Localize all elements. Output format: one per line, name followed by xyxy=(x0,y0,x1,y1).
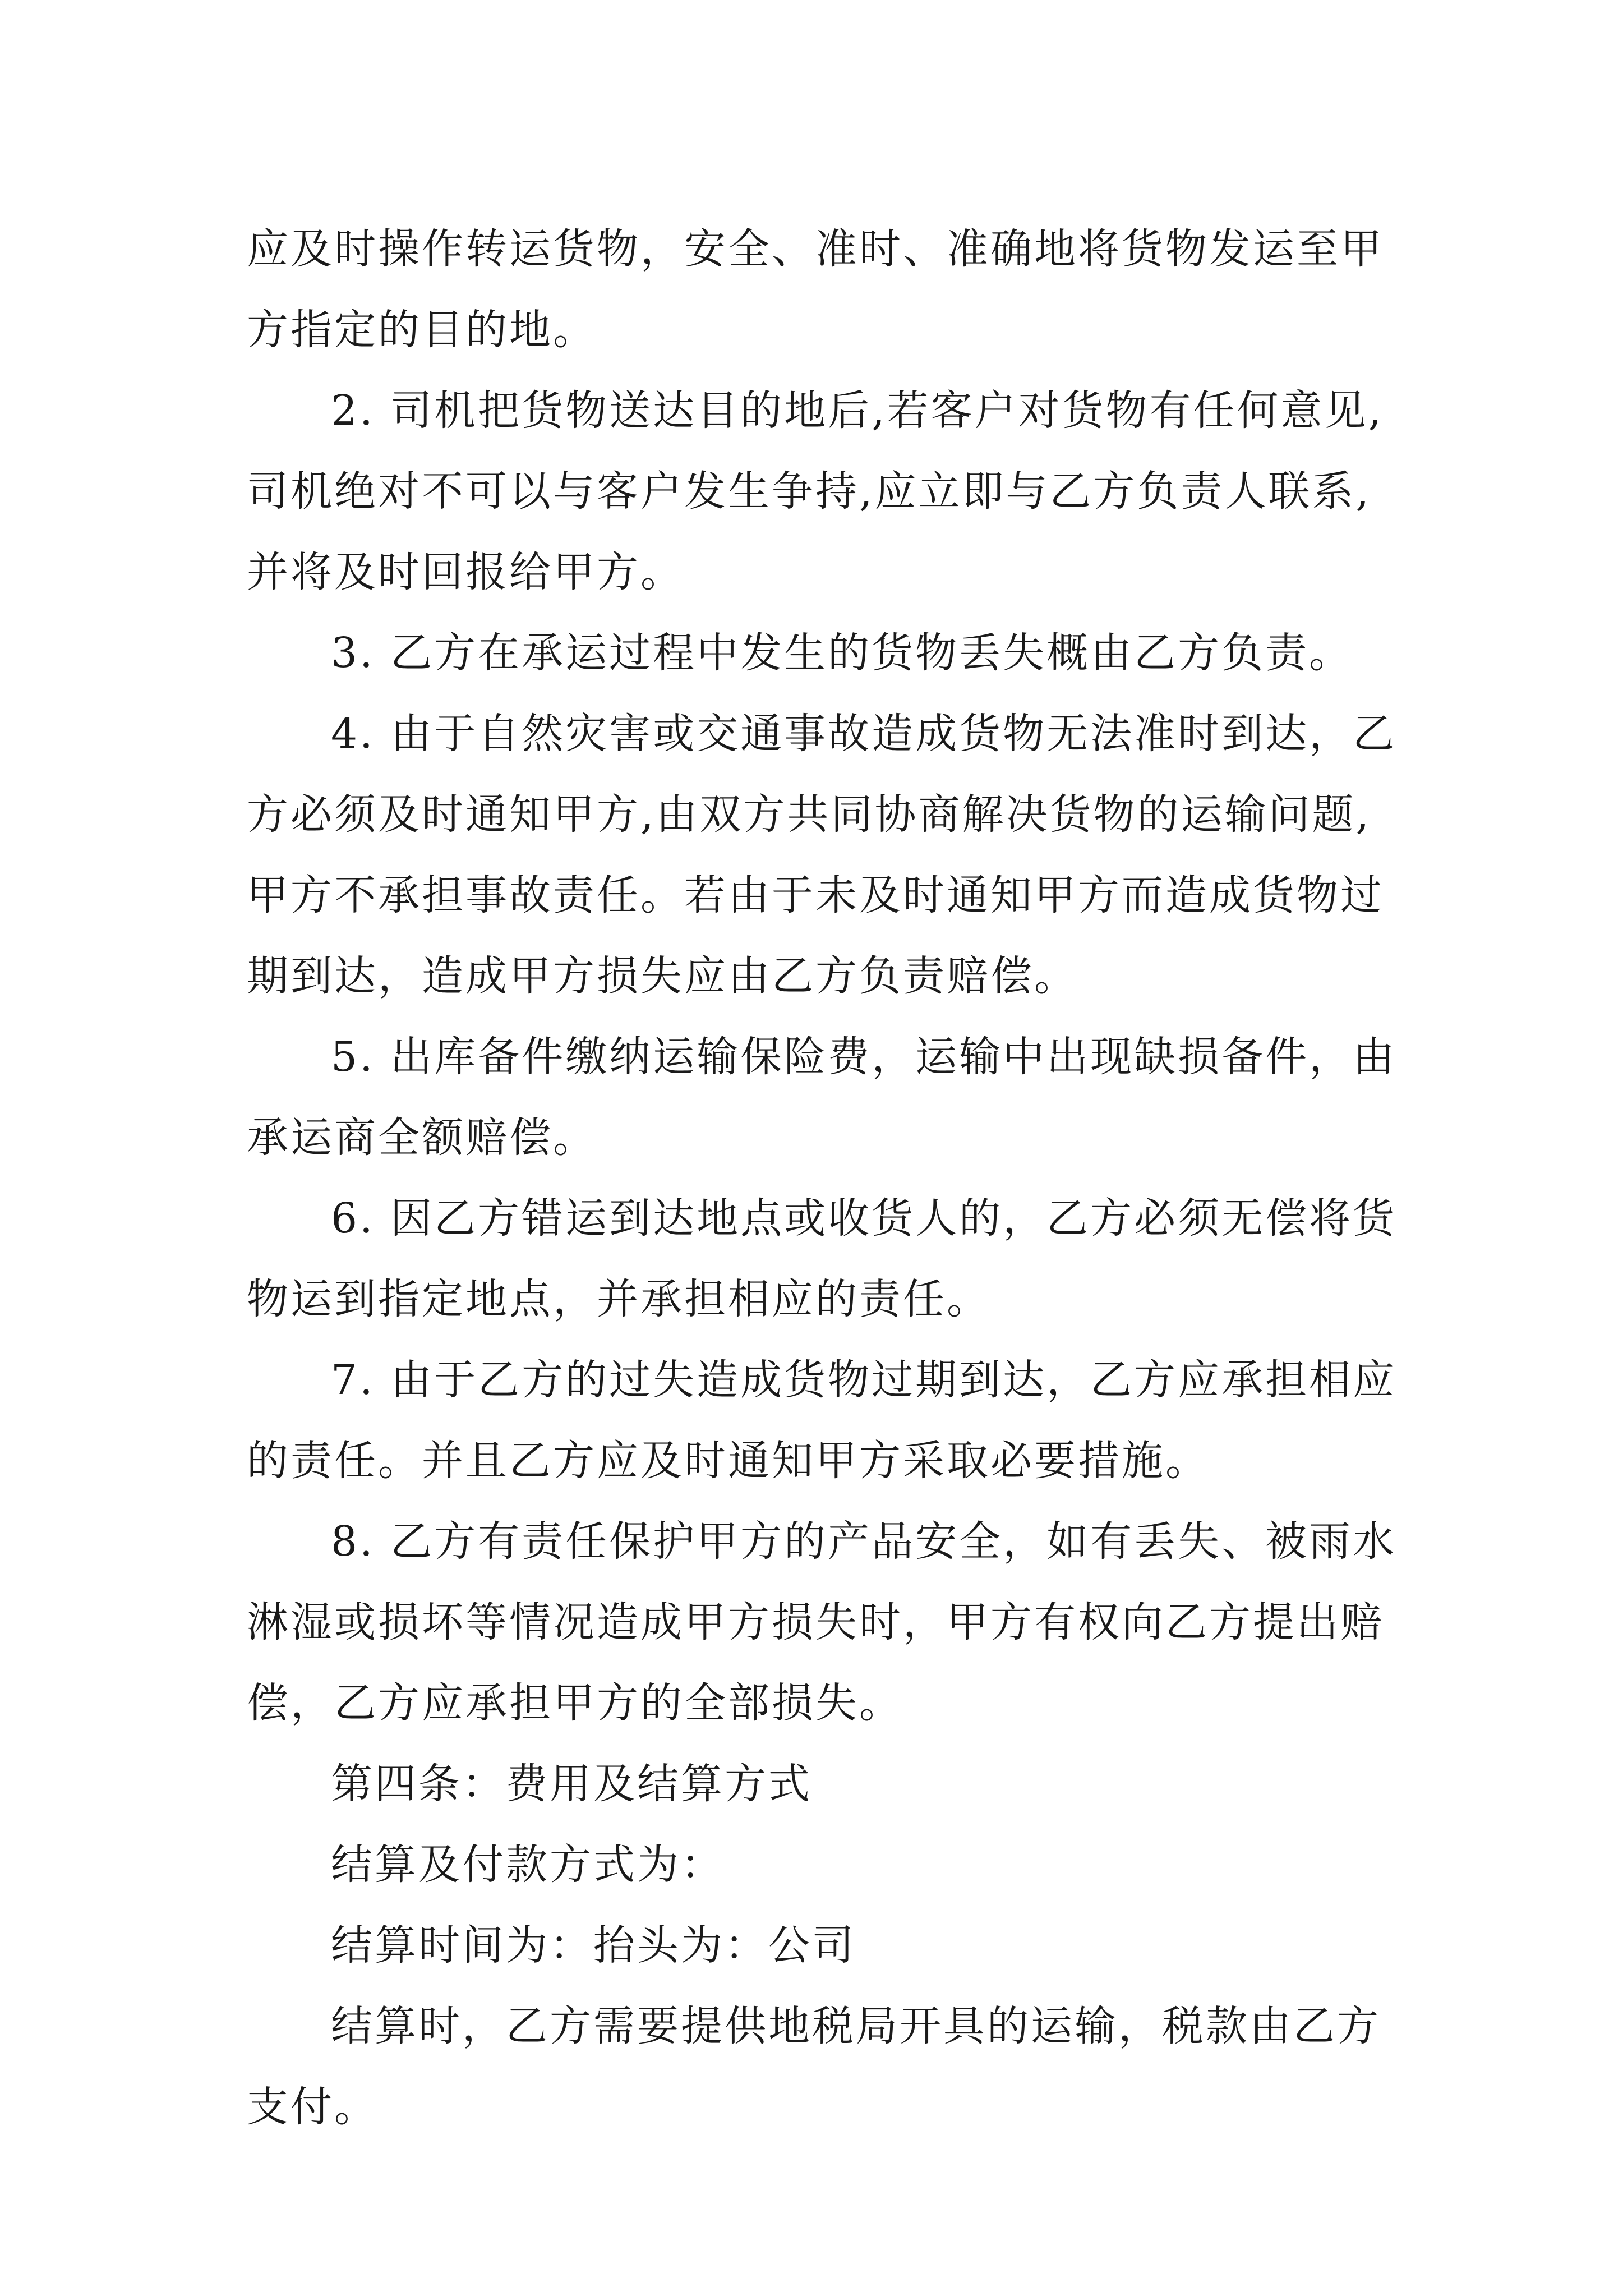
text-line: 偿，乙方应承担甲方的全部损失。 xyxy=(247,1679,903,1727)
text-line: 第四条：费用及结算方式 xyxy=(331,1760,812,1808)
paragraph xyxy=(247,1178,1397,1340)
text-line: 结算时间为：抬头为：公司 xyxy=(331,1921,856,1970)
paragraph xyxy=(247,1340,1397,1501)
paragraph xyxy=(247,613,1385,693)
text-line: 4. 由于自然灾害或交通事故造成货物无法准时到达，乙 xyxy=(331,710,1397,758)
paragraph xyxy=(247,1743,1385,1824)
text-line: 并将及时回报给甲方。 xyxy=(247,548,684,596)
paragraph xyxy=(247,370,1385,613)
paragraph xyxy=(247,1016,1397,1178)
paragraph xyxy=(247,209,1385,370)
paragraph xyxy=(247,1501,1397,1743)
text-line: 司机绝对不可以与客户发生争持,应立即与乙方负责人联系, xyxy=(247,467,1372,516)
text-line: 5. 出库备件缴纳运输保险费，运输中出现缺损备件，由 xyxy=(331,1033,1397,1081)
text-line: 2. 司机把货物送达目的地后,若客户对货物有任何意见, xyxy=(331,386,1384,435)
text-line: 支付。 xyxy=(247,2083,378,2131)
text-line: 结算及付款方式为： xyxy=(331,1841,725,1889)
paragraph xyxy=(247,1824,1385,1905)
text-line: 淋湿或损坏等情况造成甲方损失时，甲方有权向乙方提出赔 xyxy=(247,1598,1384,1646)
text-line: 的责任。并且乙方应及时通知甲方采取必要措施。 xyxy=(247,1437,1209,1485)
text-line: 6. 因乙方错运到达地点或收货人的，乙方必须无偿将货 xyxy=(331,1194,1397,1243)
text-line: 期到达，造成甲方损失应由乙方负责赔偿。 xyxy=(247,952,1078,1000)
text-line: 甲方不承担事故责任。若由于未及时通知甲方而造成货物过 xyxy=(247,871,1384,919)
text-line: 方必须及时通知甲方,由双方共同协商解决货物的运输问题, xyxy=(247,790,1372,839)
text-line: 结算时，乙方需要提供地税局开具的运输，税款由乙方 xyxy=(331,2002,1381,2050)
text-line: 应及时操作转运货物，安全、准时、准确地将货物发运至甲 xyxy=(247,225,1384,273)
paragraph xyxy=(247,1905,1385,1986)
text-line: 3. 乙方在承运过程中发生的货物丢失概由乙方负责。 xyxy=(331,629,1353,677)
text-line: 7. 由于乙方的过失造成货物过期到达，乙方应承担相应 xyxy=(331,1356,1397,1404)
text-line: 8. 乙方有责任保护甲方的产品安全，如有丢失、被雨水 xyxy=(331,1517,1397,1566)
text-line: 方指定的目的地。 xyxy=(247,306,597,354)
document-body xyxy=(247,209,1397,2147)
paragraph xyxy=(247,693,1397,1016)
paragraph xyxy=(247,1986,1385,2147)
text-line: 物运到指定地点，并承担相应的责任。 xyxy=(247,1275,990,1323)
text-line: 承运商全额赔偿。 xyxy=(247,1114,597,1162)
